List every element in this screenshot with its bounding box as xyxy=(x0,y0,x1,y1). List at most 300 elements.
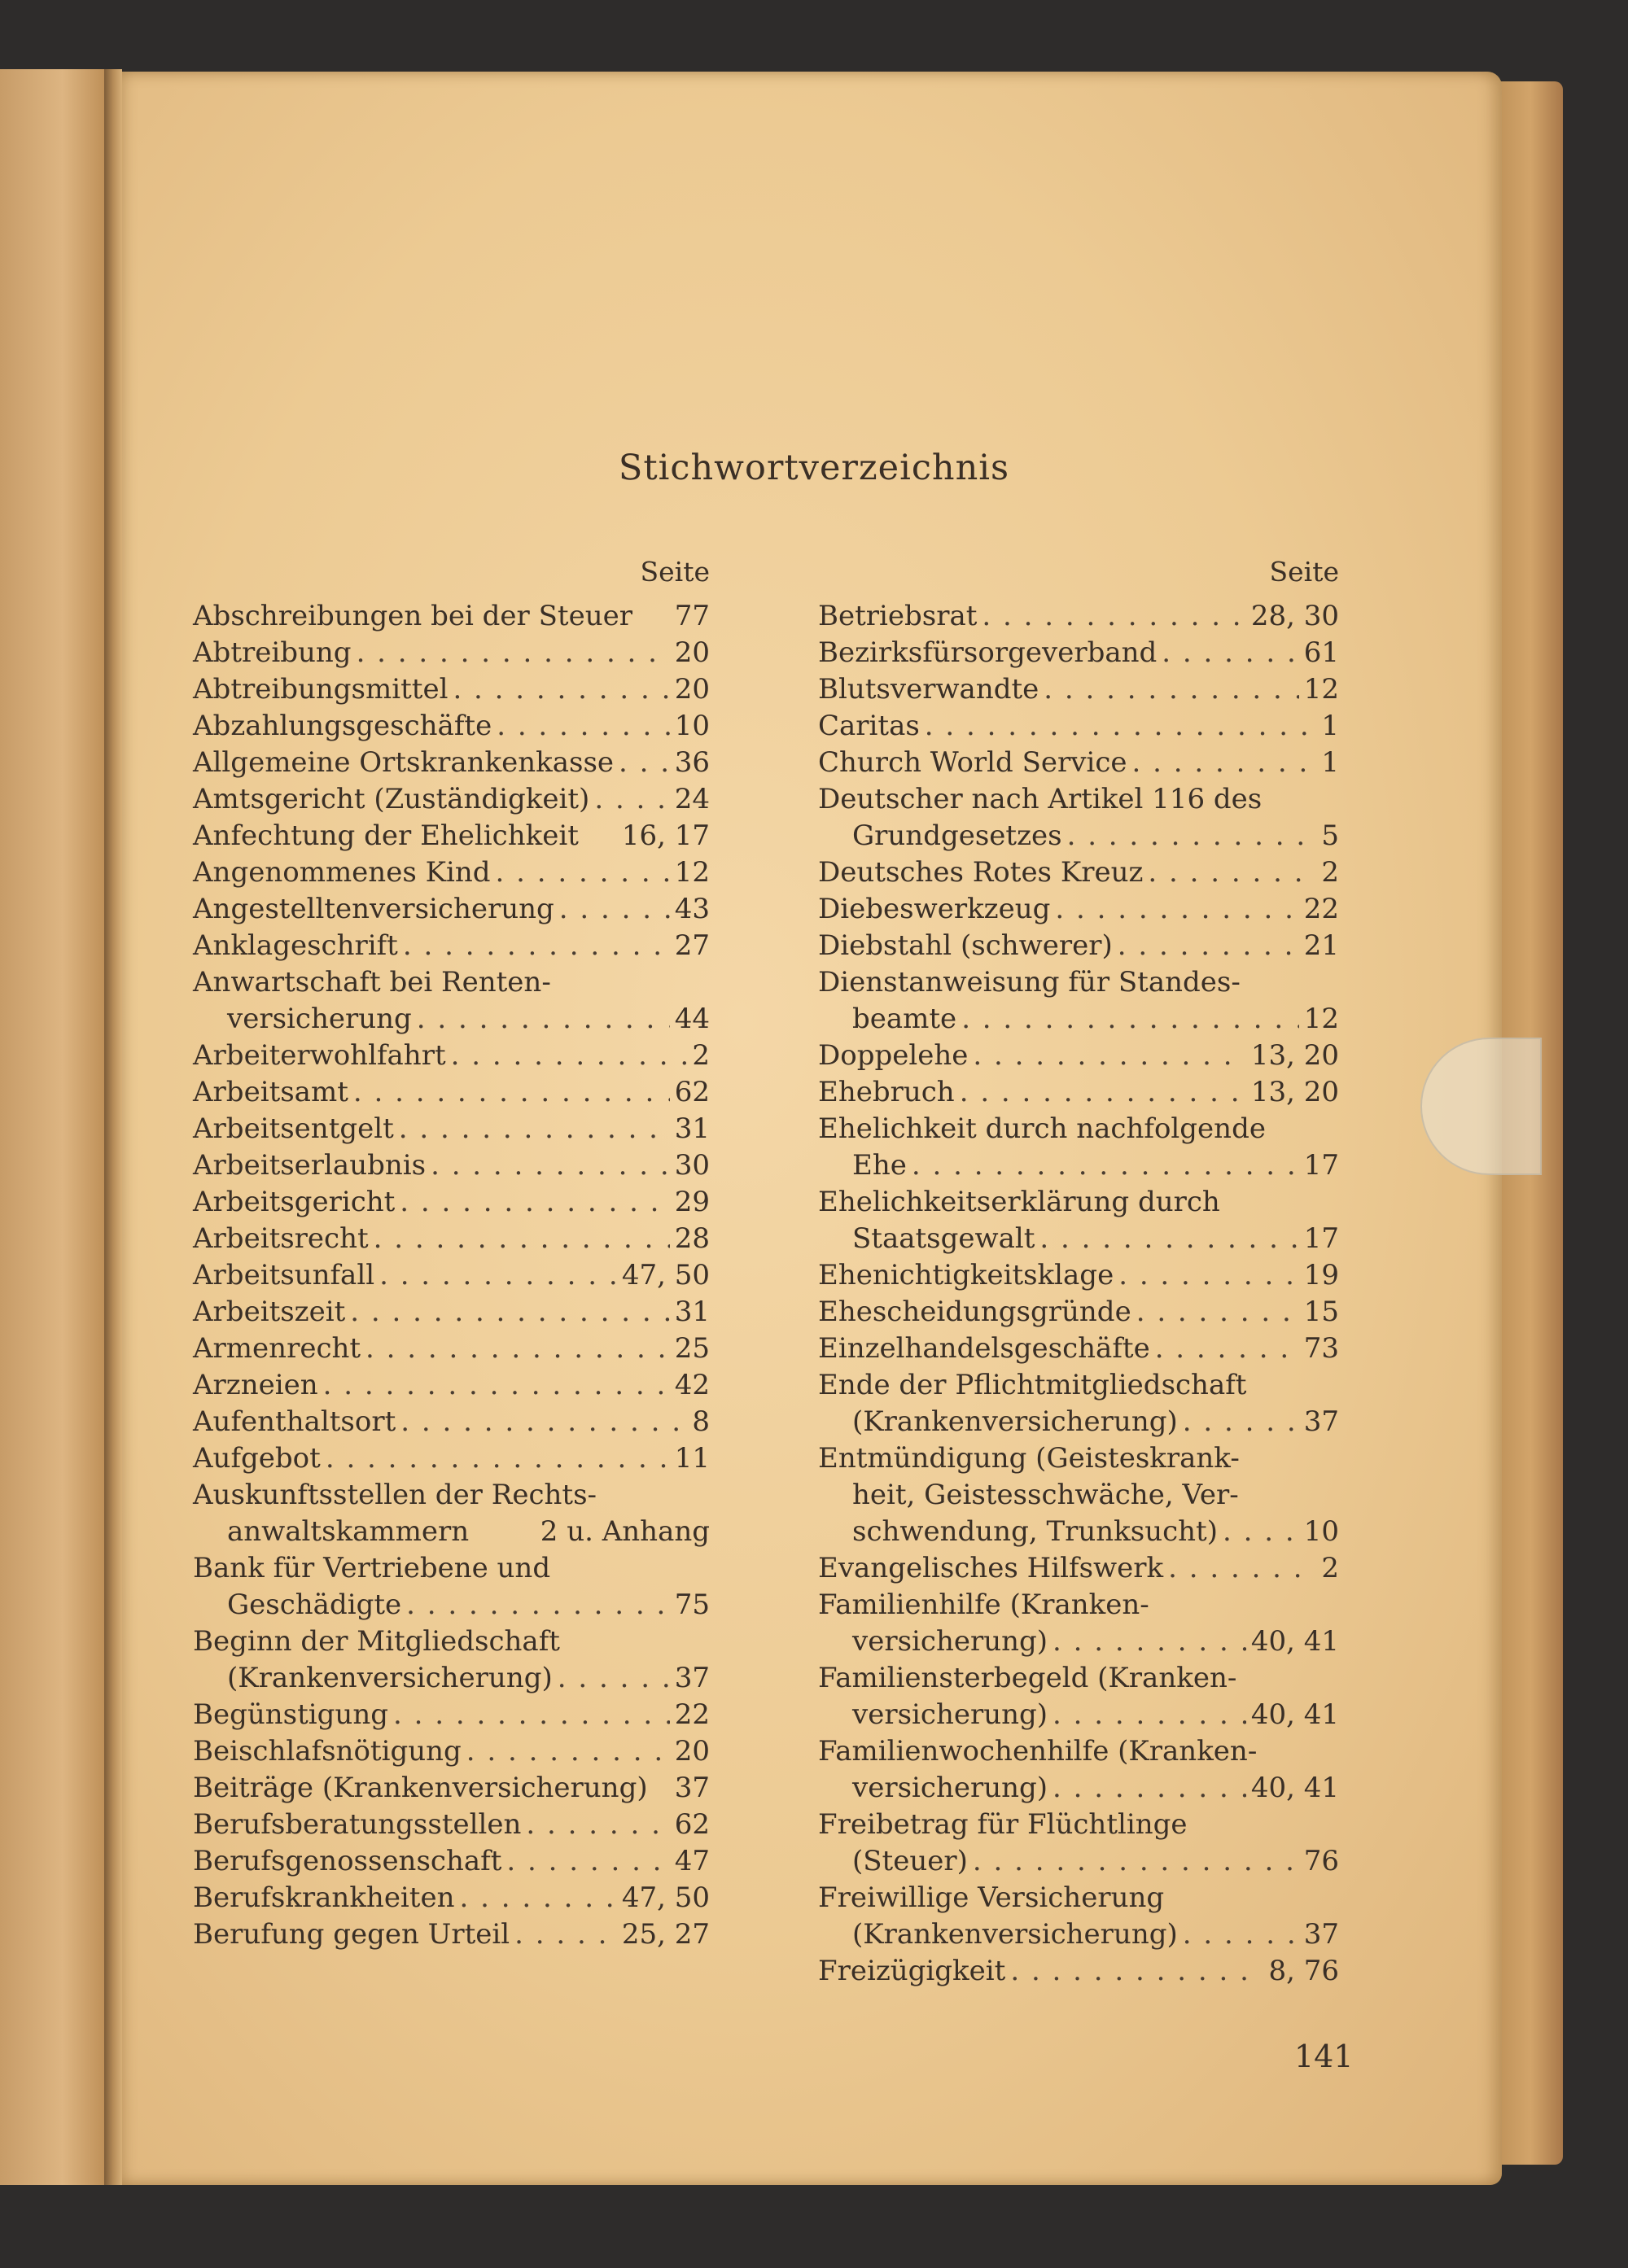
page-column-header: Seite xyxy=(640,556,710,588)
entry-line xyxy=(818,891,1339,928)
entry-line xyxy=(193,1697,710,1733)
leader-dots xyxy=(619,745,670,781)
entry-term: Arbeitsgericht xyxy=(193,1186,396,1218)
entry-line xyxy=(818,1294,1339,1331)
leader-dots xyxy=(400,1404,687,1440)
entry-continuation-line xyxy=(818,1147,1339,1184)
entry-term: Ehebruch xyxy=(818,1076,955,1108)
leader-dots xyxy=(559,891,670,928)
leader-dots xyxy=(526,1807,669,1843)
leader-dots xyxy=(514,1916,617,1953)
entry-page-ref: 17 xyxy=(1303,1222,1339,1255)
entry-continuation-line xyxy=(818,1697,1339,1733)
entry-line xyxy=(193,635,710,671)
entry-term: Deutsches Rotes Kreuz xyxy=(818,856,1144,889)
entry-line xyxy=(193,1733,710,1770)
entry-page-ref: 76 xyxy=(1303,1845,1339,1877)
index-entry xyxy=(193,1257,710,1294)
entry-page-ref: 44 xyxy=(674,1003,710,1035)
entry-page-ref: 25, 27 xyxy=(621,1918,710,1951)
entry-continuation-line xyxy=(818,1843,1339,1880)
leader-dots xyxy=(466,1733,670,1770)
entry-term: Diebstahl (schwerer) xyxy=(818,929,1113,962)
entry-line xyxy=(193,928,710,964)
entry-term: Angestelltenversicherung xyxy=(193,893,554,925)
leader-dots xyxy=(912,1147,1299,1184)
entry-page-ref: 5 xyxy=(1321,819,1339,852)
entry-page-ref: 2 xyxy=(1321,1552,1339,1584)
entry-term: Doppelehe xyxy=(818,1039,969,1072)
previous-page-edge xyxy=(0,69,114,2185)
leader-dots xyxy=(374,1221,670,1257)
leader-dots xyxy=(460,1880,617,1916)
entry-line xyxy=(818,928,1339,964)
entry-term: Ende der Pflichtmitgliedschaft xyxy=(818,1369,1247,1401)
entry-page-ref: 75 xyxy=(674,1588,710,1621)
entry-term: Dienstanweisung für Standes- xyxy=(818,966,1241,999)
entry-term: Familiensterbegeld (Kranken- xyxy=(818,1662,1237,1694)
entry-continuation-line xyxy=(193,1514,710,1550)
leader-dots xyxy=(357,635,670,671)
entry-line xyxy=(193,1770,710,1807)
entry-term: Beginn der Mitgliedschaft xyxy=(193,1625,560,1658)
entry-term: Deutscher nach Artikel 116 des xyxy=(818,783,1263,815)
leader-dots xyxy=(496,854,670,891)
entry-page-ref: 37 xyxy=(674,1772,710,1804)
index-entry xyxy=(818,854,1339,891)
entry-line xyxy=(193,1257,710,1294)
entry-term: Abtreibung xyxy=(193,636,352,669)
entry-line xyxy=(193,598,710,635)
entry-term: Arbeiterwohlfahrt xyxy=(193,1039,446,1072)
entry-term: (Steuer) xyxy=(852,1845,968,1877)
entry-term: Angenommenes Kind xyxy=(193,856,491,889)
entry-term: Bank für Vertriebene und xyxy=(193,1552,551,1584)
entry-line xyxy=(193,1184,710,1221)
entry-continuation-line xyxy=(193,1660,710,1697)
entry-term: Grundgesetzes xyxy=(852,819,1062,852)
index-entry xyxy=(818,1550,1339,1587)
entry-page-ref: 12 xyxy=(1303,673,1339,706)
index-entry xyxy=(818,964,1339,1038)
entry-term: versicherung) xyxy=(852,1772,1048,1804)
index-column-left xyxy=(193,553,710,1953)
index-entry xyxy=(818,781,1339,854)
leader-dots xyxy=(417,1001,670,1038)
entry-line xyxy=(818,745,1339,781)
index-entry xyxy=(818,1953,1339,1990)
entry-continuation-line xyxy=(818,1477,1339,1514)
entry-line xyxy=(193,1221,710,1257)
index-entry xyxy=(818,891,1339,928)
entry-line xyxy=(193,1147,710,1184)
entry-term: Berufsberatungsstellen xyxy=(193,1808,522,1841)
entry-continuation-line xyxy=(193,1587,710,1623)
entry-page-ref: 62 xyxy=(674,1808,710,1841)
entry-term: anwaltskammern xyxy=(227,1515,470,1548)
leader-dots xyxy=(1067,818,1317,854)
entry-line xyxy=(818,598,1339,635)
index-entry xyxy=(193,854,710,891)
entry-term: Berufskrankheiten xyxy=(193,1881,455,1914)
index-entry xyxy=(193,1477,710,1550)
entry-term: Freibetrag für Flüchtlinge xyxy=(818,1808,1188,1841)
entry-term: Arbeitsamt xyxy=(193,1076,348,1108)
entry-term: heit, Geistesschwäche, Ver- xyxy=(852,1479,1239,1511)
entry-page-ref: 25 xyxy=(674,1332,710,1365)
entry-line xyxy=(193,1807,710,1843)
leader-dots xyxy=(406,1587,670,1623)
entry-term: Einzelhandelsgeschäfte xyxy=(818,1332,1150,1365)
entry-line xyxy=(193,1623,710,1660)
entry-line xyxy=(193,854,710,891)
entry-line xyxy=(193,1916,710,1953)
index-entry xyxy=(193,818,710,854)
entry-line xyxy=(818,1807,1339,1843)
leader-dots xyxy=(379,1257,617,1294)
entry-term: Abzahlungsgeschäfte xyxy=(193,710,492,742)
entry-page-ref: 43 xyxy=(674,893,710,925)
entry-page-ref: 28 xyxy=(674,1222,710,1255)
entry-page-ref: 13, 20 xyxy=(1250,1076,1339,1108)
entry-line xyxy=(193,1477,710,1514)
leader-dots xyxy=(1055,891,1298,928)
index-entry xyxy=(193,1697,710,1733)
entry-page-ref: 31 xyxy=(674,1296,710,1328)
leader-dots xyxy=(326,1440,670,1477)
entry-term: Armenrecht xyxy=(193,1332,361,1365)
index-entry xyxy=(818,1440,1339,1550)
entry-page-ref: 27 xyxy=(674,929,710,962)
entry-page-ref: 73 xyxy=(1303,1332,1339,1365)
entry-page-ref: 20 xyxy=(674,636,710,669)
entry-term: Church World Service xyxy=(818,746,1127,779)
entry-line xyxy=(818,1331,1339,1367)
entry-page-ref: 17 xyxy=(1303,1149,1339,1182)
index-entry xyxy=(193,1843,710,1880)
entry-line xyxy=(193,671,710,708)
entry-term: Arbeitszeit xyxy=(193,1296,346,1328)
entry-term: versicherung) xyxy=(852,1698,1048,1731)
entry-page-ref: 40, 41 xyxy=(1250,1625,1339,1658)
index-entry xyxy=(193,1111,710,1147)
index-entry xyxy=(193,1331,710,1367)
entry-page-ref: 37 xyxy=(1303,1918,1339,1951)
entry-page-ref: 22 xyxy=(674,1698,710,1731)
index-entry xyxy=(193,964,710,1038)
leader-dots xyxy=(431,1147,670,1184)
entry-line xyxy=(193,1111,710,1147)
entry-line xyxy=(818,708,1339,745)
entry-term: Arbeitsrecht xyxy=(193,1222,369,1255)
leader-dots xyxy=(323,1367,670,1404)
entry-term: Abtreibungsmittel xyxy=(193,673,449,706)
entry-page-ref: 77 xyxy=(674,600,710,632)
index-entry xyxy=(818,671,1339,708)
entry-line xyxy=(193,891,710,928)
leader-dots xyxy=(353,1074,670,1111)
entry-term: Anklageschrift xyxy=(193,929,398,962)
index-entry xyxy=(818,1294,1339,1331)
entry-page-ref: 36 xyxy=(674,746,710,779)
index-entry xyxy=(818,1367,1339,1440)
entry-line xyxy=(193,1367,710,1404)
index-entry xyxy=(818,635,1339,671)
entry-page-ref: 20 xyxy=(674,673,710,706)
entry-term: Anwartschaft bei Renten- xyxy=(193,966,551,999)
entry-term: versicherung) xyxy=(852,1625,1048,1658)
index-entry xyxy=(193,635,710,671)
index-entry xyxy=(193,1367,710,1404)
index-entry xyxy=(818,745,1339,781)
entry-term: Arbeitserlaubnis xyxy=(193,1149,427,1182)
index-entry xyxy=(193,1623,710,1697)
index-entry xyxy=(818,1038,1339,1074)
index-entry xyxy=(818,1587,1339,1660)
entry-line xyxy=(818,1074,1339,1111)
entry-page-ref: 2 xyxy=(692,1039,710,1072)
leader-dots xyxy=(365,1331,670,1367)
entry-page-ref: 40, 41 xyxy=(1250,1698,1339,1731)
leader-dots xyxy=(594,781,669,818)
index-entry xyxy=(193,1550,710,1623)
leader-dots xyxy=(982,598,1245,635)
entry-term: Blutsverwandte xyxy=(818,673,1039,706)
leader-dots xyxy=(1183,1916,1299,1953)
leader-dots xyxy=(1044,671,1298,708)
leader-dots xyxy=(1148,854,1316,891)
index-entry xyxy=(818,708,1339,745)
index-entry xyxy=(818,1880,1339,1953)
entry-page-ref: 37 xyxy=(1303,1405,1339,1438)
entry-page-ref: 61 xyxy=(1303,636,1339,669)
index-entry xyxy=(193,928,710,964)
entry-line xyxy=(818,1184,1339,1221)
entry-continuation-line xyxy=(818,1404,1339,1440)
entry-continuation-line xyxy=(818,1221,1339,1257)
entry-line xyxy=(193,1074,710,1111)
entry-page-ref: 8 xyxy=(692,1405,710,1438)
leader-dots xyxy=(1010,1953,1263,1990)
entry-term: Aufgebot xyxy=(193,1442,321,1475)
index-entry xyxy=(193,745,710,781)
entry-list xyxy=(818,598,1339,1990)
entry-term: Berufung gegen Urteil xyxy=(193,1918,510,1951)
leader-dots xyxy=(1053,1697,1246,1733)
index-entry xyxy=(193,1147,710,1184)
entry-term: Ehenichtigkeitsklage xyxy=(818,1259,1114,1291)
entry-term: Berufsgenossenschaft xyxy=(193,1845,502,1877)
leader-dots xyxy=(1162,635,1298,671)
entry-line xyxy=(818,1953,1339,1990)
entry-line xyxy=(193,745,710,781)
entry-line xyxy=(818,1733,1339,1770)
entry-term: Familienwochenhilfe (Kranken- xyxy=(818,1735,1258,1768)
entry-line xyxy=(818,1660,1339,1697)
entry-line xyxy=(818,1038,1339,1074)
index-entry xyxy=(193,708,710,745)
index-entry xyxy=(193,1916,710,1953)
entry-page-ref: 10 xyxy=(674,710,710,742)
entry-page-ref: 15 xyxy=(1303,1296,1339,1328)
index-entry xyxy=(193,1221,710,1257)
entry-page-ref: 1 xyxy=(1321,710,1339,742)
entry-page-ref: 8, 76 xyxy=(1268,1955,1339,1987)
leader-dots xyxy=(1136,1294,1299,1331)
entry-term: Bezirksfürsorgeverband xyxy=(818,636,1158,669)
index-entry xyxy=(818,598,1339,635)
entry-line xyxy=(818,1367,1339,1404)
entry-page-ref: 16, 17 xyxy=(621,819,710,852)
index-entry xyxy=(818,1733,1339,1807)
index-entry xyxy=(193,891,710,928)
leader-dots xyxy=(1118,928,1299,964)
index-entry xyxy=(818,1184,1339,1257)
entry-line xyxy=(818,1111,1339,1147)
entry-page-ref: 37 xyxy=(674,1662,710,1694)
index-entry xyxy=(193,1770,710,1807)
entry-line xyxy=(818,781,1339,818)
index-entry xyxy=(193,1038,710,1074)
leader-dots xyxy=(506,1843,669,1880)
entry-term: Aufenthaltsort xyxy=(193,1405,396,1438)
entry-term: schwendung, Trunksucht) xyxy=(852,1515,1218,1548)
entry-term: Ehescheidungsgründe xyxy=(818,1296,1131,1328)
entry-line xyxy=(193,964,710,1001)
book-gutter xyxy=(104,69,122,2185)
entry-page-ref: 28, 30 xyxy=(1250,600,1339,632)
entry-page-ref: 42 xyxy=(674,1369,710,1401)
leader-dots xyxy=(1118,1257,1299,1294)
entry-page-ref: 20 xyxy=(674,1735,710,1768)
entry-term: Auskunftsstellen der Rechts- xyxy=(193,1479,597,1511)
leader-dots xyxy=(1183,1404,1299,1440)
leader-dots xyxy=(1039,1221,1298,1257)
entry-continuation-line xyxy=(193,1001,710,1038)
leader-dots xyxy=(961,1001,1299,1038)
entry-term: Diebeswerkzeug xyxy=(818,893,1051,925)
leader-dots xyxy=(558,1660,670,1697)
index-entry xyxy=(193,1880,710,1916)
entry-term: Geschädigte xyxy=(227,1588,402,1621)
entry-term: Caritas xyxy=(818,710,920,742)
entry-page-ref: 22 xyxy=(1303,893,1339,925)
entry-term: beamte xyxy=(852,1003,957,1035)
entry-line xyxy=(193,1294,710,1331)
entry-term: Evangelisches Hilfswerk xyxy=(818,1552,1164,1584)
leader-dots xyxy=(453,671,669,708)
entry-term: Ehe xyxy=(852,1149,907,1182)
entry-term: Amtsgericht (Zuständigkeit) xyxy=(193,783,590,815)
entry-term: (Krankenversicherung) xyxy=(852,1405,1178,1438)
entry-line xyxy=(193,1843,710,1880)
entry-line xyxy=(193,1404,710,1440)
entry-page-ref: 47, 50 xyxy=(621,1259,710,1291)
index-entry xyxy=(193,1074,710,1111)
entry-page-ref: 12 xyxy=(674,856,710,889)
entry-line xyxy=(193,1880,710,1916)
entry-term: Arbeitsentgelt xyxy=(193,1112,394,1145)
entry-term: Begünstigung xyxy=(193,1698,388,1731)
entry-line xyxy=(818,1587,1339,1623)
entry-page-ref: 21 xyxy=(1303,929,1339,962)
entry-page-ref: 12 xyxy=(1303,1003,1339,1035)
entry-term: Beiträge (Krankenversicherung) xyxy=(193,1772,648,1804)
entry-page-ref: 10 xyxy=(1303,1515,1339,1548)
entry-line xyxy=(818,1440,1339,1477)
entry-continuation-line xyxy=(818,1001,1339,1038)
entry-page-ref: 24 xyxy=(674,783,710,815)
entry-line xyxy=(193,818,710,854)
entry-page-ref: 40, 41 xyxy=(1250,1772,1339,1804)
entry-term: Anfechtung der Ehelichkeit xyxy=(193,819,579,852)
entry-term: Allgemeine Ortskrankenkasse xyxy=(193,746,615,779)
leader-dots xyxy=(393,1697,670,1733)
index-entry xyxy=(193,1807,710,1843)
index-entry xyxy=(193,1404,710,1440)
entry-page-ref: 2 xyxy=(1321,856,1339,889)
entry-line xyxy=(818,1880,1339,1916)
entry-line xyxy=(193,1038,710,1074)
leader-dots xyxy=(451,1038,688,1074)
index-entry xyxy=(818,1331,1339,1367)
leader-dots xyxy=(1223,1514,1299,1550)
page-column-header: Seite xyxy=(1269,556,1339,588)
entry-page-ref: 11 xyxy=(674,1442,710,1475)
entry-line xyxy=(193,1331,710,1367)
index-entry xyxy=(193,1733,710,1770)
index-column-right xyxy=(818,553,1339,1990)
entry-term: (Krankenversicherung) xyxy=(227,1662,553,1694)
entry-continuation-line xyxy=(818,1514,1339,1550)
entry-term: Abschreibungen bei der Steuer xyxy=(193,600,632,632)
entry-line xyxy=(818,635,1339,671)
entry-page-ref: 1 xyxy=(1321,746,1339,779)
entry-line xyxy=(818,964,1339,1001)
entry-page-ref: 30 xyxy=(674,1149,710,1182)
leader-dots xyxy=(399,1111,670,1147)
index-entry xyxy=(818,1111,1339,1184)
index-entry xyxy=(193,1184,710,1221)
entry-page-ref: 31 xyxy=(674,1112,710,1145)
entry-list xyxy=(193,598,710,1953)
entry-term: Freizügigkeit xyxy=(818,1955,1006,1987)
entry-line xyxy=(193,1550,710,1587)
leader-dots xyxy=(400,1184,669,1221)
entry-term: Arzneien xyxy=(193,1369,318,1401)
leader-dots xyxy=(973,1843,1299,1880)
leader-dots xyxy=(350,1294,669,1331)
leader-dots xyxy=(960,1074,1246,1111)
leader-dots xyxy=(1132,745,1317,781)
index-entry xyxy=(193,1294,710,1331)
index-entry xyxy=(818,928,1339,964)
page-title: Stichwortverzeichnis xyxy=(618,448,1010,488)
entry-term: (Krankenversicherung) xyxy=(852,1918,1178,1951)
entry-page-ref: 29 xyxy=(674,1186,710,1218)
entry-term: Arbeitsunfall xyxy=(193,1259,375,1291)
entry-page-ref: 13, 20 xyxy=(1250,1039,1339,1072)
entry-term: Entmündigung (Geisteskrank- xyxy=(818,1442,1240,1475)
entry-page-ref: 62 xyxy=(674,1076,710,1108)
entry-line xyxy=(193,781,710,818)
entry-page-ref: 19 xyxy=(1303,1259,1339,1291)
leader-dots xyxy=(1053,1623,1246,1660)
entry-term: Staatsgewalt xyxy=(852,1222,1035,1255)
index-entry xyxy=(193,598,710,635)
entry-term: Ehelichkeit durch nachfolgende xyxy=(818,1112,1266,1145)
leader-dots xyxy=(403,928,670,964)
